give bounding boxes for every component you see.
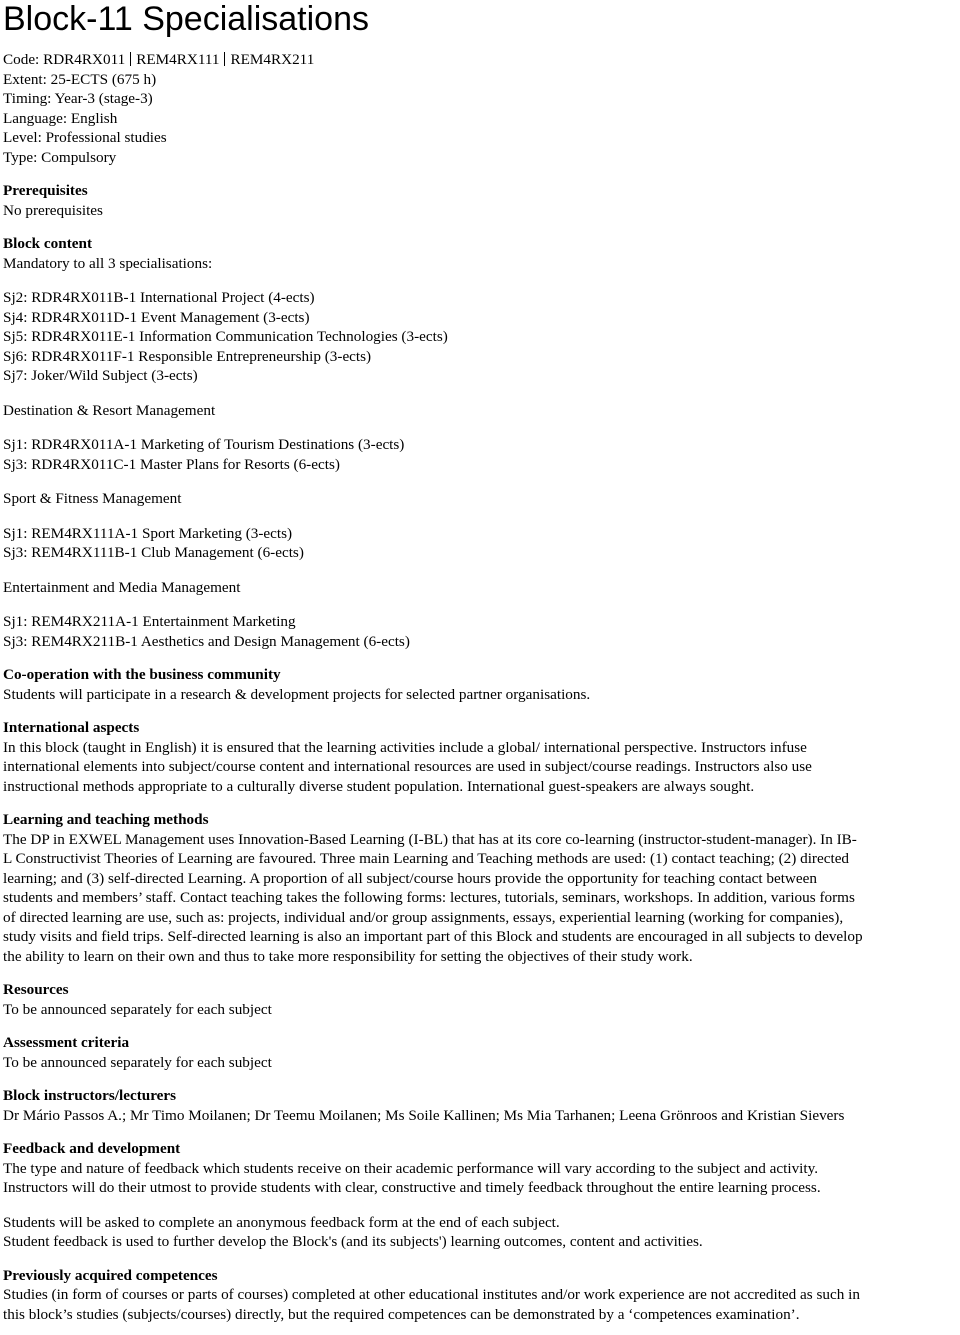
code-value-1: RDR4RX011 — [43, 51, 126, 68]
feedback-line: Students will be asked to complete an anonymous feedback form at the end of each subject. — [3, 1213, 560, 1231]
previous-competences-line: Studies (in form of courses or parts of courses) completed at other educational institutes and/or work experience are not accredited as such in — [3, 1286, 860, 1303]
feedback-line: Instructors will do their utmost to provide students with clear, constructive and timely feedback throughout the entire learning process. — [3, 1179, 821, 1196]
language-line: Language: English — [3, 109, 118, 127]
specialisation-destination — [3, 401, 960, 475]
instructors-section — [3, 1086, 960, 1125]
block-metadata — [3, 50, 960, 167]
prerequisites-section — [3, 181, 960, 220]
level-line: Level: Professional studies — [3, 129, 167, 146]
code-value-2: REM4RX111 — [136, 51, 220, 68]
cooperation-heading: Co-operation with the business community — [3, 666, 281, 683]
feedback-section — [3, 1139, 960, 1252]
learning-line: the ability to learn on their own and thus to take more responsibility for setting the objectives of their study work. — [3, 947, 693, 965]
previous-competences-section — [3, 1266, 960, 1325]
list-item: Sj1: REM4RX111A-1 Sport Marketing (3-ects) — [3, 524, 293, 542]
assessment-text: To be announced separately for each subject — [3, 1053, 272, 1071]
learning-line: L Constructivist Theories of Learning are favoured. Three main Learning and Teaching methods are used: (1) contact teaching; (2) directed — [3, 850, 850, 867]
cooperation-text: Students will participate in a research & development projects for selected partner organisations. — [3, 685, 591, 703]
page-title: Block-11 Specialisations — [3, 0, 369, 38]
learning-line: study visits and field trips. Self-directed learning is also an important part of this Block and students are encouraged in all subjects to develop — [3, 928, 863, 945]
code-separator — [130, 52, 131, 66]
international-heading: International aspects — [3, 719, 140, 736]
international-line: international elements into subject/course content and international resources are used in subject/course readings. Instructors also use — [3, 758, 812, 775]
specialisation-subjects — [3, 612, 960, 651]
specialisation-name: Destination & Resort Management — [3, 401, 216, 419]
timing-line: Timing: Year-3 (stage-3) — [3, 90, 153, 107]
list-item: Sj7: Joker/Wild Subject (3-ects) — [3, 367, 198, 384]
specialisation-name: Sport & Fitness Management — [3, 490, 182, 507]
list-item: Sj3: REM4RX211B-1 Aesthetics and Design Management (6-ects) — [3, 632, 410, 650]
cooperation-section — [3, 665, 960, 704]
resources-heading: Resources — [3, 981, 69, 998]
instructors-heading: Block instructors/lecturers — [3, 1087, 177, 1104]
feedback-line: Student feedback is used to further develop the Block's (and its subjects') learning outcomes, content and activities. — [3, 1233, 703, 1250]
block-content-intro: Mandatory to all 3 specialisations: — [3, 254, 213, 272]
international-section — [3, 718, 960, 796]
resources-section — [3, 980, 960, 1019]
block-content-heading: Block content — [3, 235, 93, 252]
learning-heading: Learning and teaching methods — [3, 811, 209, 828]
list-item: Sj4: RDR4RX011D-1 Event Management (3-ects) — [3, 308, 310, 326]
specialisation-subjects — [3, 435, 960, 474]
previous-competences-line: this block’s studies (subjects/courses) directly, but the required competences can be demonstrated by a ‘competences examination’. — [3, 1305, 800, 1323]
code-line — [3, 50, 960, 70]
learning-line: learning; and (3) self-directed Learning. A proportion of all subject/course hours provide the opportunity for teaching contact between — [3, 869, 817, 887]
mandatory-subjects-list — [3, 288, 960, 386]
list-item: Sj6: RDR4RX011F-1 Responsible Entrepreneurship (3-ects) — [3, 347, 372, 365]
prerequisites-heading: Prerequisites — [3, 182, 88, 199]
previous-competences-heading: Previously acquired competences — [3, 1266, 218, 1284]
list-item: Sj1: RDR4RX011A-1 Marketing of Tourism Destinations (3-ects) — [3, 436, 405, 453]
code-label: Code: — [3, 51, 40, 68]
list-item: Sj1: REM4RX211A-1 Entertainment Marketing — [3, 613, 296, 630]
specialisation-sport — [3, 489, 960, 563]
assessment-section — [3, 1033, 960, 1072]
assessment-heading: Assessment criteria — [3, 1034, 130, 1051]
instructors-text: Dr Mário Passos A.; Mr Timo Moilanen; Dr Teemu Moilanen; Ms Soile Kallinen; Ms Mia Tarhanen; Leena Grönroos and Kristian Sievers — [3, 1106, 845, 1124]
feedback-heading: Feedback and development — [3, 1140, 181, 1157]
learning-section — [3, 810, 960, 966]
learning-line: of directed learning are use, such as: projects, individual and/or group assignments, essays, experiential learning (working for companies), — [3, 908, 844, 926]
learning-line: students and members’ staff. Contact teaching takes the following forms: lectures, tutorials, seminars, workshops. In addition, various forms — [3, 889, 855, 906]
extent-line: Extent: 25-ECTS (675 h) — [3, 70, 157, 88]
international-line: instructional methods appropriate to a culturally diverse student population. International guest-speakers are always sought. — [3, 777, 755, 795]
code-separator — [224, 52, 225, 66]
international-line: In this block (taught in English) it is ensured that the learning activities include a global/ international perspective. Instructors infuse — [3, 738, 807, 756]
feedback-paragraph-2 — [3, 1213, 960, 1252]
list-item: Sj3: RDR4RX011C-1 Master Plans for Resorts (6-ects) — [3, 455, 340, 473]
specialisation-name: Entertainment and Media Management — [3, 578, 241, 596]
list-item: Sj2: RDR4RX011B-1 International Project (4-ects) — [3, 289, 315, 306]
code-value-3: REM4RX211 — [230, 51, 315, 68]
resources-text: To be announced separately for each subject — [3, 1000, 272, 1018]
list-item: Sj3: REM4RX111B-1 Club Management (6-ects) — [3, 544, 304, 561]
specialisation-subjects — [3, 524, 960, 563]
feedback-line: The type and nature of feedback which students receive on their academic performance will vary according to the subject and activity. — [3, 1159, 818, 1177]
prerequisites-text: No prerequisites — [3, 201, 103, 219]
list-item: Sj5: RDR4RX011E-1 Information Communication Technologies (3-ects) — [3, 328, 448, 345]
block-content-section — [3, 234, 960, 651]
learning-line: The DP in EXWEL Management uses Innovation-Based Learning (I-BL) that has at its core co-learning (instructor-student-manager). In IB- — [3, 830, 857, 848]
specialisation-entertainment — [3, 578, 960, 652]
type-line: Type: Compulsory — [3, 148, 117, 166]
